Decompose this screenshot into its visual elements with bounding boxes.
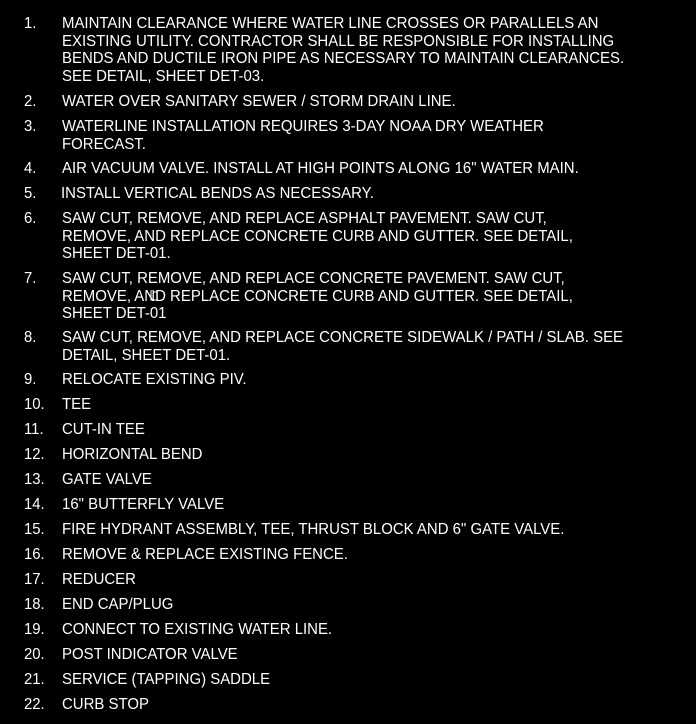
note-number: 7. [24,270,37,287]
note-text: END CAP/PLUG [62,596,174,613]
note-text: WATER OVER SANITARY SEWER / STORM DRAIN LINE. [62,93,456,110]
note-text: CUT-IN TEE [62,421,145,438]
note-number: 12. [24,446,45,463]
note-text: MAINTAIN CLEARANCE WHERE WATER LINE CROSSES OR PARALLELS AN EXISTING UTILITY. CONTRACTOR SHALL BE RESPONSIBLE FOR INSTALLING BENDS AND DUCTILE IRON PIPE AS NECESSARY TO MAINTAIN CLEARANCES. SEE DETAIL, SHEET DET-03. [62,15,625,85]
note-text: REDUCER [62,571,136,588]
note-number: 4. [24,160,37,177]
note-number: 9. [24,371,37,388]
note-text: WATERLINE INSTALLATION REQUIRES 3-DAY NOAA DRY WEATHER FORECAST. [62,118,544,153]
note-text: GATE VALVE [62,471,152,488]
note-text: INSTALL VERTICAL BENDS AS NECESSARY. [61,185,374,202]
note-text: REMOVE & REPLACE EXISTING FENCE. [62,546,348,563]
note-number: 11. [24,421,44,438]
note-number: 1. [24,15,37,32]
note-number: 3. [24,118,37,135]
note-text: CONNECT TO EXISTING WATER LINE. [62,621,333,638]
note-text: SERVICE (TAPPING) SADDLE [62,671,271,688]
note-text: FIRE HYDRANT ASSEMBLY, TEE, THRUST BLOCK AND 6" GATE VALVE. [62,521,565,538]
note-number: 21. [24,671,45,688]
note-number: 20. [24,646,45,663]
note-text: CURB STOP [62,696,150,713]
note-number: 5. [24,185,37,202]
note-text: SAW CUT, REMOVE, AND REPLACE ASPHALT PAVEMENT. SAW CUT, REMOVE, AND REPLACE CONCRETE CURB AND GUTTER. SEE DETAIL, SHEET DET-01. [62,210,573,262]
note-text: 16" BUTTERFLY VALVE [62,496,225,513]
note-text: POST INDICATOR VALVE [62,646,238,663]
note-number: 16. [24,546,45,563]
note-text: HORIZONTAL BEND [62,446,203,463]
note-text: AIR VACUUM VALVE. INSTALL AT HIGH POINTS ALONG 16" WATER MAIN. [62,160,579,177]
text-cursor-icon [150,289,160,301]
note-number: 6. [24,210,37,227]
note-number: 15. [24,521,45,538]
note-number: 19. [24,621,45,638]
note-number: 17. [24,571,45,588]
note-text: RELOCATE EXISTING PIV. [62,371,247,388]
note-text: SAW CUT, REMOVE, AND REPLACE CONCRETE SIDEWALK / PATH / SLAB. SEE DETAIL, SHEET DET-01. [62,329,624,364]
note-number: 22. [24,696,45,713]
note-number: 18. [24,596,45,613]
note-text: SAW CUT, REMOVE, AND REPLACE CONCRETE PAVEMENT. SAW CUT, REMOVE, AND REPLACE CONCRETE CURB AND GUTTER. SEE DETAIL, SHEET DET-01 [62,270,573,322]
note-number: 13. [24,471,45,488]
note-text: TEE [62,396,92,413]
note-number: 8. [24,329,37,346]
note-number: 2. [24,93,37,110]
note-number: 14. [24,496,45,513]
note-number: 10. [24,396,45,413]
